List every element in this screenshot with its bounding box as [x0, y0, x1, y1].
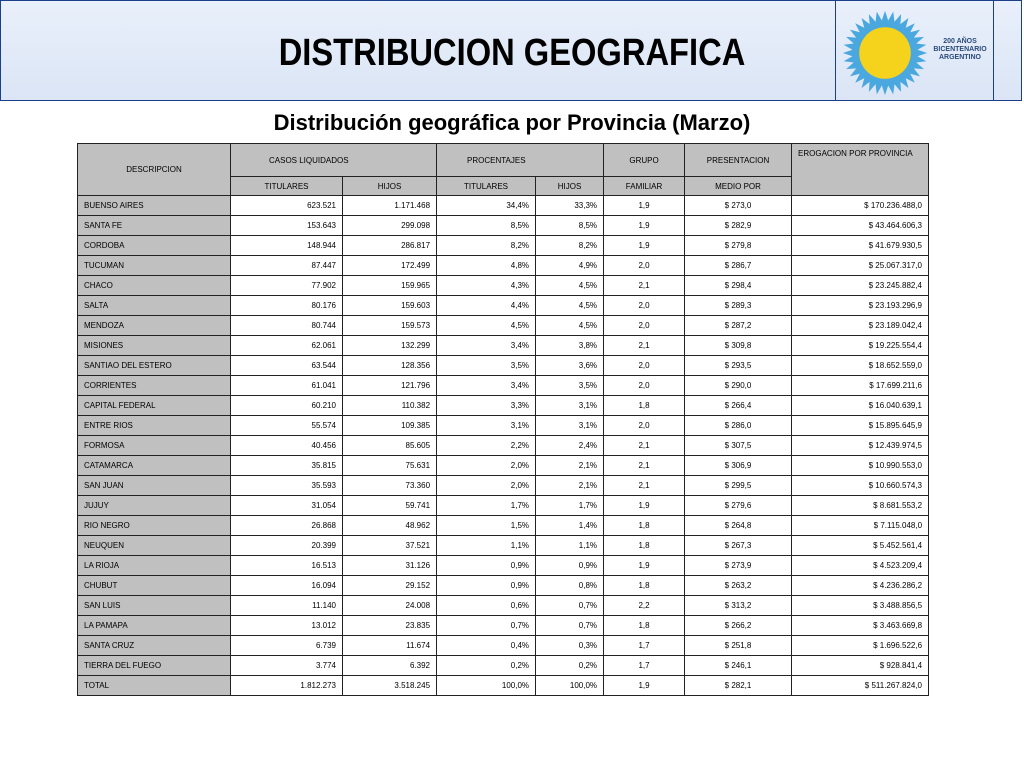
erogacion-value: $ 17.699.211,6	[792, 376, 929, 396]
hijos-pct: 33,3%	[536, 196, 604, 216]
titulares-pct: 3,1%	[437, 416, 536, 436]
presentacion-medio: $ 282,1	[685, 676, 792, 696]
hijos-pct: 0,7%	[536, 596, 604, 616]
table-row	[78, 236, 929, 256]
grupo-familiar: 1,7	[604, 656, 685, 676]
hijos-value: 48.962	[343, 516, 437, 536]
grupo-familiar: 1,9	[604, 496, 685, 516]
grupo-familiar: 1,9	[604, 676, 685, 696]
titulares-pct: 4,5%	[437, 316, 536, 336]
erogacion-value: $ 23.193.296,9	[792, 296, 929, 316]
titulares-pct: 4,4%	[437, 296, 536, 316]
hijos-pct: 3,5%	[536, 376, 604, 396]
erogacion-value: $ 4.236.286,2	[792, 576, 929, 596]
hijos-value: 109.385	[343, 416, 437, 436]
hijos-value: 29.152	[343, 576, 437, 596]
hijos-value: 31.126	[343, 556, 437, 576]
hijos-pct: 0,3%	[536, 636, 604, 656]
erogacion-value: $ 43.464.606,3	[792, 216, 929, 236]
table-row	[78, 596, 929, 616]
titulares-value: 87.447	[231, 256, 343, 276]
header-procentajes: PROCENTAJES	[437, 144, 604, 177]
table-row	[78, 556, 929, 576]
presentacion-medio: $ 290,0	[685, 376, 792, 396]
province-name: CAPITAL FEDERAL	[78, 396, 231, 416]
grupo-familiar: 2,1	[604, 276, 685, 296]
province-name: CATAMARCA	[78, 456, 231, 476]
grupo-familiar: 1,7	[604, 636, 685, 656]
table-row	[78, 336, 929, 356]
hijos-pct: 100,0%	[536, 676, 604, 696]
table-row	[78, 416, 929, 436]
header-grupo: GRUPO	[604, 144, 685, 177]
grupo-familiar: 2,0	[604, 316, 685, 336]
hijos-value: 23.835	[343, 616, 437, 636]
erogacion-value: $ 170.236.488,0	[792, 196, 929, 216]
titulares-value: 35.815	[231, 456, 343, 476]
grupo-familiar: 2,1	[604, 456, 685, 476]
province-name: TUCUMAN	[78, 256, 231, 276]
presentacion-medio: $ 309,8	[685, 336, 792, 356]
titulares-value: 6.739	[231, 636, 343, 656]
titulares-value: 1.812.273	[231, 676, 343, 696]
header-titulares-pct: TITULARES	[437, 177, 536, 196]
titulares-value: 153.643	[231, 216, 343, 236]
titulares-value: 35.593	[231, 476, 343, 496]
hijos-pct: 2,4%	[536, 436, 604, 456]
titulares-pct: 3,4%	[437, 336, 536, 356]
province-name: SAN JUAN	[78, 476, 231, 496]
titulares-pct: 34,4%	[437, 196, 536, 216]
presentacion-medio: $ 307,5	[685, 436, 792, 456]
subtitle: Distribución geográfica por Provincia (Marzo)	[273, 110, 751, 135]
titulares-pct: 8,5%	[437, 216, 536, 236]
header-erogacion: EROGACION POR PROVINCIA	[792, 144, 929, 196]
titulares-value: 80.176	[231, 296, 343, 316]
presentacion-medio: $ 313,2	[685, 596, 792, 616]
titulares-pct: 1,7%	[437, 496, 536, 516]
hijos-value: 159.965	[343, 276, 437, 296]
erogacion-value: $ 16.040.639,1	[792, 396, 929, 416]
grupo-familiar: 2,0	[604, 256, 685, 276]
province-name: SANTIAO DEL ESTERO	[78, 356, 231, 376]
province-name: TOTAL	[78, 676, 231, 696]
titulares-pct: 2,0%	[437, 476, 536, 496]
erogacion-value: $ 3.463.669,8	[792, 616, 929, 636]
hijos-pct: 4,9%	[536, 256, 604, 276]
grupo-familiar: 2,0	[604, 416, 685, 436]
header-hijos-pct: HIJOS	[536, 177, 604, 196]
province-name: JUJUY	[78, 496, 231, 516]
grupo-familiar: 2,0	[604, 376, 685, 396]
titulares-pct: 3,5%	[437, 356, 536, 376]
hijos-pct: 4,5%	[536, 296, 604, 316]
erogacion-value: $ 10.660.574,3	[792, 476, 929, 496]
grupo-familiar: 1,8	[604, 536, 685, 556]
hijos-value: 110.382	[343, 396, 437, 416]
hijos-pct: 0,2%	[536, 656, 604, 676]
table-row	[78, 576, 929, 596]
table-row	[78, 456, 929, 476]
header-casos-liquidados: CASOS LIQUIDADOS	[231, 144, 437, 177]
table-row	[78, 296, 929, 316]
table-row	[78, 376, 929, 396]
header-familiar: FAMILIAR	[604, 177, 685, 196]
titulares-pct: 1,1%	[437, 536, 536, 556]
hijos-pct: 2,1%	[536, 456, 604, 476]
header-presentacion: PRESENTACION	[685, 144, 792, 177]
titulares-value: 31.054	[231, 496, 343, 516]
titulares-pct: 3,4%	[437, 376, 536, 396]
hijos-pct: 4,5%	[536, 316, 604, 336]
hijos-pct: 3,1%	[536, 396, 604, 416]
erogacion-value: $ 25.067.317,0	[792, 256, 929, 276]
province-name: NEUQUEN	[78, 536, 231, 556]
presentacion-medio: $ 246,1	[685, 656, 792, 676]
titulares-pct: 2,2%	[437, 436, 536, 456]
titulares-value: 61.041	[231, 376, 343, 396]
grupo-familiar: 1,9	[604, 216, 685, 236]
table-row	[78, 516, 929, 536]
header-hijos: HIJOS	[343, 177, 437, 196]
hijos-value: 3.518.245	[343, 676, 437, 696]
titulares-value: 20.399	[231, 536, 343, 556]
province-name: FORMOSA	[78, 436, 231, 456]
grupo-familiar: 1,8	[604, 616, 685, 636]
table-row	[78, 616, 929, 636]
hijos-value: 1.171.468	[343, 196, 437, 216]
titulares-value: 80.744	[231, 316, 343, 336]
presentacion-medio: $ 286,7	[685, 256, 792, 276]
presentacion-medio: $ 299,5	[685, 476, 792, 496]
presentacion-medio: $ 293,5	[685, 356, 792, 376]
titulares-pct: 8,2%	[437, 236, 536, 256]
table-row	[78, 436, 929, 456]
titulares-pct: 0,6%	[437, 596, 536, 616]
presentacion-medio: $ 251,8	[685, 636, 792, 656]
header-descripcion: DESCRIPCION	[78, 144, 231, 196]
table-row	[78, 656, 929, 676]
titulares-pct: 2,0%	[437, 456, 536, 476]
erogacion-value: $ 41.679.930,5	[792, 236, 929, 256]
province-name: CORRIENTES	[78, 376, 231, 396]
titulares-value: 77.902	[231, 276, 343, 296]
titulares-value: 62.061	[231, 336, 343, 356]
table-row	[78, 476, 929, 496]
hijos-pct: 1,4%	[536, 516, 604, 536]
presentacion-medio: $ 282,9	[685, 216, 792, 236]
grupo-familiar: 2,0	[604, 356, 685, 376]
titulares-value: 63.544	[231, 356, 343, 376]
grupo-familiar: 2,1	[604, 436, 685, 456]
hijos-pct: 1,7%	[536, 496, 604, 516]
hijos-pct: 2,1%	[536, 476, 604, 496]
province-name: LA RIOJA	[78, 556, 231, 576]
hijos-value: 24.008	[343, 596, 437, 616]
hijos-value: 128.356	[343, 356, 437, 376]
hijos-pct: 4,5%	[536, 276, 604, 296]
erogacion-value: $ 928.841,4	[792, 656, 929, 676]
grupo-familiar: 2,0	[604, 296, 685, 316]
erogacion-value: $ 19.225.554,4	[792, 336, 929, 356]
hijos-pct: 8,2%	[536, 236, 604, 256]
table-row	[78, 256, 929, 276]
hijos-value: 159.603	[343, 296, 437, 316]
hijos-value: 172.499	[343, 256, 437, 276]
titulares-pct: 0,4%	[437, 636, 536, 656]
grupo-familiar: 2,1	[604, 476, 685, 496]
titulares-value: 40.456	[231, 436, 343, 456]
page-title: DISTRIBUCION GEOGRAFICA	[278, 32, 746, 74]
province-name: SANTA FE	[78, 216, 231, 236]
titulares-value: 60.210	[231, 396, 343, 416]
erogacion-value: $ 8.681.553,2	[792, 496, 929, 516]
erogacion-value: $ 12.439.974,5	[792, 436, 929, 456]
erogacion-value: $ 10.990.553,0	[792, 456, 929, 476]
erogacion-value: $ 7.115.048,0	[792, 516, 929, 536]
titulares-pct: 0,9%	[437, 556, 536, 576]
bicentenario-logo-text: 200 AÑOS BICENTENARIO ARGENTINO	[933, 38, 987, 61]
hijos-value: 11.674	[343, 636, 437, 656]
province-name: SALTA	[78, 296, 231, 316]
grupo-familiar: 1,8	[604, 576, 685, 596]
province-name: SANTA CRUZ	[78, 636, 231, 656]
titulares-value: 26.868	[231, 516, 343, 536]
hijos-value: 85.605	[343, 436, 437, 456]
titulares-pct: 0,2%	[437, 656, 536, 676]
table-row	[78, 216, 929, 236]
hijos-pct: 3,8%	[536, 336, 604, 356]
total-row	[78, 676, 929, 696]
hijos-value: 159.573	[343, 316, 437, 336]
presentacion-medio: $ 266,2	[685, 616, 792, 636]
presentacion-medio: $ 298,4	[685, 276, 792, 296]
province-name: CORDOBA	[78, 236, 231, 256]
province-name: BUENSO AIRES	[78, 196, 231, 216]
titulares-value: 3.774	[231, 656, 343, 676]
grupo-familiar: 2,2	[604, 596, 685, 616]
presentacion-medio: $ 264,8	[685, 516, 792, 536]
hijos-value: 286.817	[343, 236, 437, 256]
presentacion-medio: $ 263,2	[685, 576, 792, 596]
presentacion-medio: $ 289,3	[685, 296, 792, 316]
grupo-familiar: 1,9	[604, 556, 685, 576]
table-row	[78, 636, 929, 656]
erogacion-value: $ 18.652.559,0	[792, 356, 929, 376]
erogacion-value: $ 4.523.209,4	[792, 556, 929, 576]
titulares-pct: 100,0%	[437, 676, 536, 696]
erogacion-value: $ 23.189.042,4	[792, 316, 929, 336]
erogacion-value: $ 1.696.522,6	[792, 636, 929, 656]
titulares-pct: 0,9%	[437, 576, 536, 596]
erogacion-value: $ 3.488.856,5	[792, 596, 929, 616]
hijos-value: 75.631	[343, 456, 437, 476]
hijos-pct: 0,7%	[536, 616, 604, 636]
erogacion-value: $ 23.245.882,4	[792, 276, 929, 296]
province-name: CHACO	[78, 276, 231, 296]
table-row	[78, 196, 929, 216]
table-row	[78, 536, 929, 556]
header-titulares: TITULARES	[231, 177, 343, 196]
province-name: MISIONES	[78, 336, 231, 356]
presentacion-medio: $ 306,9	[685, 456, 792, 476]
hijos-pct: 0,9%	[536, 556, 604, 576]
hijos-value: 121.796	[343, 376, 437, 396]
presentacion-medio: $ 266,4	[685, 396, 792, 416]
erogacion-value: $ 5.452.561,4	[792, 536, 929, 556]
hijos-pct: 8,5%	[536, 216, 604, 236]
hijos-pct: 1,1%	[536, 536, 604, 556]
titulares-pct: 4,3%	[437, 276, 536, 296]
titulares-value: 623.521	[231, 196, 343, 216]
hijos-pct: 3,1%	[536, 416, 604, 436]
banner-divider	[993, 0, 994, 101]
titulares-value: 55.574	[231, 416, 343, 436]
bicentenario-sun-logo	[842, 10, 928, 96]
titulares-value: 11.140	[231, 596, 343, 616]
titulares-value: 16.513	[231, 556, 343, 576]
table-row	[78, 396, 929, 416]
grupo-familiar: 2,1	[604, 336, 685, 356]
erogacion-value: $ 511.267.824,0	[792, 676, 929, 696]
table-row	[78, 276, 929, 296]
table-row	[78, 356, 929, 376]
province-name: LA PAMAPA	[78, 616, 231, 636]
hijos-value: 59.741	[343, 496, 437, 516]
province-distribution-table	[77, 143, 929, 696]
titulares-value: 148.944	[231, 236, 343, 256]
titulares-pct: 1,5%	[437, 516, 536, 536]
province-name: TIERRA DEL FUEGO	[78, 656, 231, 676]
presentacion-medio: $ 273,9	[685, 556, 792, 576]
grupo-familiar: 1,9	[604, 196, 685, 216]
hijos-value: 37.521	[343, 536, 437, 556]
province-name: CHUBUT	[78, 576, 231, 596]
hijos-value: 299.098	[343, 216, 437, 236]
presentacion-medio: $ 279,6	[685, 496, 792, 516]
province-name: RIO NEGRO	[78, 516, 231, 536]
province-name: SAN LUIS	[78, 596, 231, 616]
hijos-pct: 0,8%	[536, 576, 604, 596]
grupo-familiar: 1,8	[604, 516, 685, 536]
province-name: MENDOZA	[78, 316, 231, 336]
presentacion-medio: $ 286,0	[685, 416, 792, 436]
titulares-value: 16.094	[231, 576, 343, 596]
table-row	[78, 316, 929, 336]
presentacion-medio: $ 287,2	[685, 316, 792, 336]
hijos-value: 6.392	[343, 656, 437, 676]
table-row	[78, 496, 929, 516]
hijos-value: 73.360	[343, 476, 437, 496]
grupo-familiar: 1,8	[604, 396, 685, 416]
grupo-familiar: 1,9	[604, 236, 685, 256]
hijos-pct: 3,6%	[536, 356, 604, 376]
erogacion-value: $ 15.895.645,9	[792, 416, 929, 436]
titulares-pct: 3,3%	[437, 396, 536, 416]
presentacion-medio: $ 279,8	[685, 236, 792, 256]
presentacion-medio: $ 273,0	[685, 196, 792, 216]
header-medio-por: MEDIO POR	[685, 177, 792, 196]
province-name: ENTRE RIOS	[78, 416, 231, 436]
hijos-value: 132.299	[343, 336, 437, 356]
titulares-value: 13.012	[231, 616, 343, 636]
presentacion-medio: $ 267,3	[685, 536, 792, 556]
titulares-pct: 0,7%	[437, 616, 536, 636]
titulares-pct: 4,8%	[437, 256, 536, 276]
